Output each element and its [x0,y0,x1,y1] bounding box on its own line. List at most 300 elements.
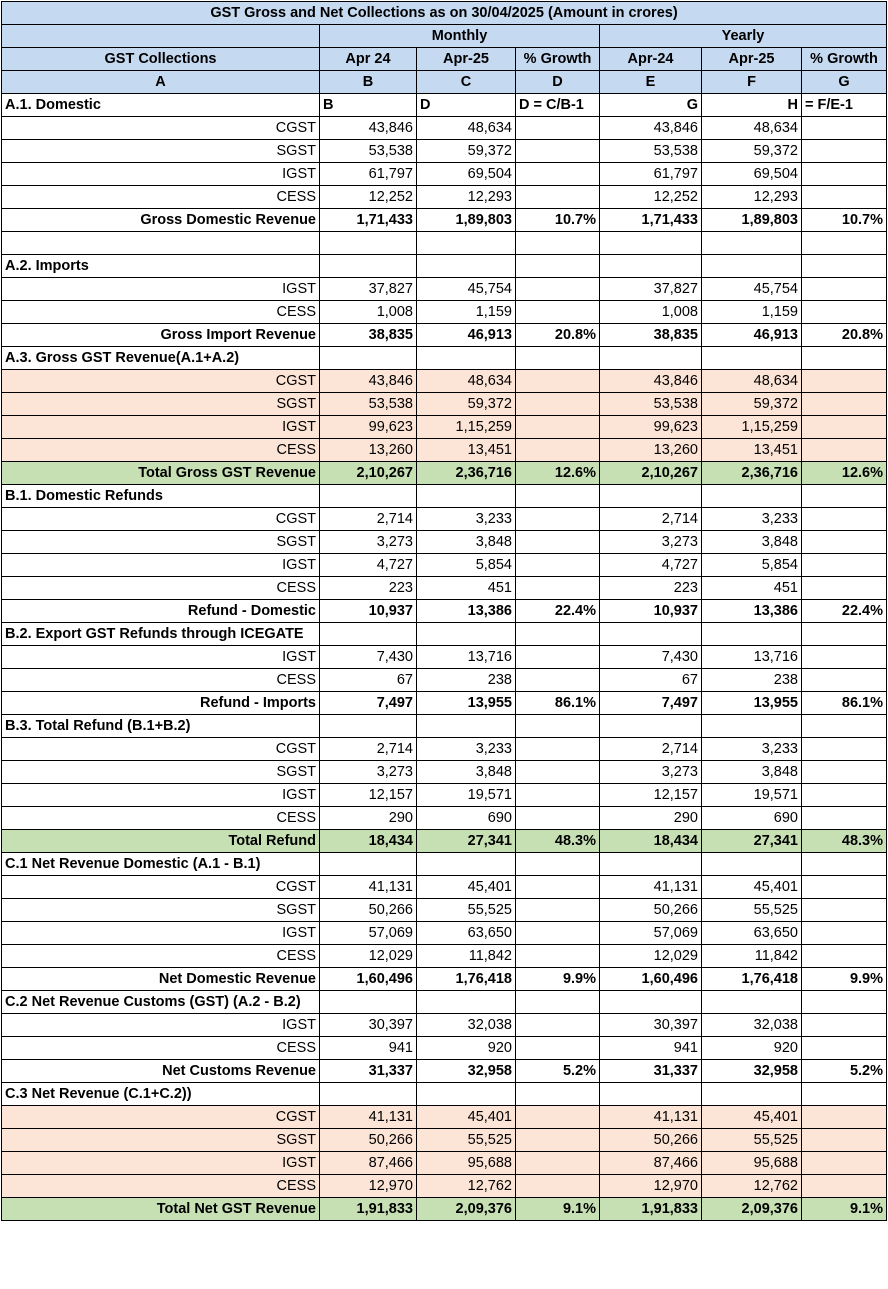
section-row [2,1082,887,1105]
amount-cell: 11,842 [702,944,802,967]
amount-cell: 30,397 [320,1013,417,1036]
total-row [2,461,887,484]
table-row [2,140,887,163]
amount-cell: 55,525 [417,1128,516,1151]
amount-cell: 27,341 [702,829,802,852]
growth-cell [802,1013,887,1036]
blank-cell [702,232,802,255]
tax-head-label: CGST [2,737,320,760]
blank-cell [516,714,600,737]
amount-cell: 3,233 [702,507,802,530]
table-row [2,898,887,921]
growth-cell [802,369,887,392]
blank-cell [516,346,600,369]
amount-cell: 43,846 [320,369,417,392]
blank-cell [516,990,600,1013]
gst-collections-sheet [1,1,887,1221]
group-header-row [2,25,887,48]
tax-head-label: IGST [2,645,320,668]
section-label: B.2. Export GST Refunds through ICEGATE [2,622,320,645]
blank-cell [702,852,802,875]
amount-cell: 1,60,496 [600,967,702,990]
blank-cell [417,254,516,277]
blank-cell [600,232,702,255]
total-row [2,1197,887,1220]
amount-cell: 7,430 [600,645,702,668]
amount-cell: 13,386 [417,599,516,622]
amount-cell: 941 [600,1036,702,1059]
amount-cell: 1,008 [320,300,417,323]
table-row [2,507,887,530]
amount-cell: 13,451 [702,438,802,461]
blank-cell [802,622,887,645]
blank-cell [320,852,417,875]
tax-head-label: IGST [2,163,320,186]
amount-cell: 3,848 [417,760,516,783]
growth-cell [516,392,600,415]
blank-cell [802,254,887,277]
table-title: GST Gross and Net Collections as on 30/04/2025 (Amount in crores) [2,2,887,25]
growth-cell [802,277,887,300]
growth-cell [516,1174,600,1197]
growth-cell [516,668,600,691]
blank-cell [320,714,417,737]
tax-head-label: CGST [2,875,320,898]
section-row-a1 [2,94,887,117]
amount-cell: 46,913 [702,323,802,346]
total-row [2,829,887,852]
amount-cell: 3,273 [600,530,702,553]
growth-cell: 5.2% [802,1059,887,1082]
tax-head-label: CESS [2,944,320,967]
blank-cell [600,484,702,507]
growth-cell [516,760,600,783]
growth-cell [516,1036,600,1059]
growth-cell [516,438,600,461]
growth-cell [802,507,887,530]
blank-cell [802,346,887,369]
amount-cell: 69,504 [702,163,802,186]
amount-cell: 55,525 [702,1128,802,1151]
amount-cell: 223 [600,576,702,599]
column-header: % Growth [516,48,600,71]
growth-cell: 9.1% [516,1197,600,1220]
total-row [2,1059,887,1082]
amount-cell: 941 [320,1036,417,1059]
amount-cell: 87,466 [320,1151,417,1174]
tax-head-label: IGST [2,921,320,944]
column-header: GST Collections [2,48,320,71]
amount-cell: 55,525 [702,898,802,921]
amount-cell: 27,341 [417,829,516,852]
amount-cell: 48,634 [417,117,516,140]
growth-cell [516,369,600,392]
growth-cell: 12.6% [802,461,887,484]
amount-cell: 32,958 [417,1059,516,1082]
total-label: Gross Domestic Revenue [2,209,320,232]
tax-head-label: SGST [2,140,320,163]
tax-head-label: SGST [2,1128,320,1151]
column-letter: E [600,71,702,94]
amount-cell: 451 [417,576,516,599]
table-row [2,1151,887,1174]
amount-cell: 38,835 [600,323,702,346]
amount-cell: 13,451 [417,438,516,461]
table-row [2,300,887,323]
growth-cell: 12.6% [516,461,600,484]
blank-cell [802,1082,887,1105]
growth-cell [516,530,600,553]
amount-cell: 53,538 [600,140,702,163]
amount-cell: 2,714 [320,737,417,760]
table-row [2,415,887,438]
blank-cell [516,1082,600,1105]
amount-cell: 55,525 [417,898,516,921]
amount-cell: 3,848 [702,760,802,783]
total-label: Gross Import Revenue [2,323,320,346]
tax-head-label: CESS [2,300,320,323]
table-row [2,369,887,392]
blank-cell [600,254,702,277]
amount-cell: 18,434 [600,829,702,852]
amount-cell: 2,10,267 [320,461,417,484]
amount-cell: 2,36,716 [417,461,516,484]
total-label: Total Refund [2,829,320,852]
growth-cell [802,438,887,461]
growth-cell [516,737,600,760]
amount-cell: 3,848 [702,530,802,553]
table-row [2,1013,887,1036]
total-label: Refund - Imports [2,691,320,714]
blank-cell [417,852,516,875]
table-row [2,576,887,599]
amount-cell: 45,401 [702,1105,802,1128]
growth-cell: 10.7% [802,209,887,232]
amount-cell: 50,266 [600,898,702,921]
section-label: A.2. Imports [2,254,320,277]
formula-cell: H [702,94,802,117]
amount-cell: 12,157 [320,783,417,806]
growth-cell [802,300,887,323]
formula-cell: = F/E-1 [802,94,887,117]
growth-cell: 22.4% [516,599,600,622]
amount-cell: 12,762 [702,1174,802,1197]
table-row [2,1105,887,1128]
tax-head-label: IGST [2,783,320,806]
growth-cell: 10.7% [516,209,600,232]
growth-cell [802,415,887,438]
tax-head-label: CESS [2,186,320,209]
growth-cell [802,163,887,186]
amount-cell: 45,754 [417,277,516,300]
amount-cell: 12,157 [600,783,702,806]
blank-cell [702,714,802,737]
blank-cell [802,714,887,737]
amount-cell: 4,727 [320,553,417,576]
amount-cell: 45,401 [417,1105,516,1128]
amount-cell: 50,266 [320,898,417,921]
growth-cell [516,277,600,300]
amount-cell: 45,754 [702,277,802,300]
amount-cell: 223 [320,576,417,599]
blank-cell [702,254,802,277]
amount-cell: 53,538 [600,392,702,415]
tax-head-label: IGST [2,277,320,300]
blank-cell [600,990,702,1013]
blank-cell [320,990,417,1013]
blank-cell [516,232,600,255]
amount-cell: 19,571 [702,783,802,806]
tax-head-label: CGST [2,117,320,140]
column-header: Apr-25 [702,48,802,71]
growth-cell [516,507,600,530]
title-row [2,2,887,25]
section-row [2,852,887,875]
amount-cell: 57,069 [600,921,702,944]
growth-cell: 9.1% [802,1197,887,1220]
tax-head-label: CESS [2,438,320,461]
growth-cell [802,1105,887,1128]
amount-cell: 238 [417,668,516,691]
monthly-header: Monthly [320,25,600,48]
table-row [2,875,887,898]
amount-cell: 2,714 [600,507,702,530]
amount-cell: 30,397 [600,1013,702,1036]
growth-cell [802,806,887,829]
blank-cell [600,852,702,875]
amount-cell: 59,372 [702,140,802,163]
section-row [2,714,887,737]
amount-cell: 5,854 [702,553,802,576]
growth-cell [516,415,600,438]
amount-cell: 2,714 [320,507,417,530]
growth-cell [516,875,600,898]
amount-cell: 45,401 [417,875,516,898]
column-letter: F [702,71,802,94]
table-row [2,277,887,300]
amount-cell: 920 [417,1036,516,1059]
tax-head-label: CESS [2,668,320,691]
growth-cell [802,140,887,163]
growth-cell: 48.3% [516,829,600,852]
amount-cell: 12,970 [320,1174,417,1197]
growth-cell [516,1105,600,1128]
amount-cell: 41,131 [600,875,702,898]
amount-cell: 53,538 [320,392,417,415]
amount-cell: 1,89,803 [702,209,802,232]
amount-cell: 13,716 [417,645,516,668]
tax-head-label: CESS [2,1036,320,1059]
amount-cell: 61,797 [600,163,702,186]
table-row [2,186,887,209]
amount-cell: 1,91,833 [600,1197,702,1220]
amount-cell: 99,623 [320,415,417,438]
amount-cell: 50,266 [600,1128,702,1151]
growth-cell: 48.3% [802,829,887,852]
growth-cell: 5.2% [516,1059,600,1082]
growth-cell [802,530,887,553]
amount-cell: 13,955 [702,691,802,714]
amount-cell: 48,634 [417,369,516,392]
amount-cell: 13,955 [417,691,516,714]
growth-cell [802,921,887,944]
formula-cell: G [600,94,702,117]
amount-cell: 32,958 [702,1059,802,1082]
column-header: Apr 24 [320,48,417,71]
blank-cell [702,1082,802,1105]
growth-cell: 22.4% [802,599,887,622]
growth-cell [802,1174,887,1197]
amount-cell: 10,937 [320,599,417,622]
amount-cell: 12,293 [702,186,802,209]
column-letter: G [802,71,887,94]
growth-cell: 20.8% [802,323,887,346]
growth-cell [516,576,600,599]
amount-cell: 37,827 [600,277,702,300]
column-letter: C [417,71,516,94]
amount-cell: 11,842 [417,944,516,967]
column-letter: B [320,71,417,94]
section-label: A.1. Domestic [2,94,320,117]
column-letter: D [516,71,600,94]
amount-cell: 46,913 [417,323,516,346]
section-row [2,254,887,277]
blank-cell [600,346,702,369]
growth-cell [516,944,600,967]
amount-cell: 12,293 [417,186,516,209]
growth-cell [802,898,887,921]
growth-cell [516,645,600,668]
amount-cell: 63,650 [417,921,516,944]
growth-cell [802,737,887,760]
amount-cell: 3,273 [320,760,417,783]
amount-cell: 87,466 [600,1151,702,1174]
table-row [2,530,887,553]
amount-cell: 48,634 [702,369,802,392]
growth-cell [802,553,887,576]
section-label: C.1 Net Revenue Domestic (A.1 - B.1) [2,852,320,875]
amount-cell: 19,571 [417,783,516,806]
amount-cell: 53,538 [320,140,417,163]
blank-cell [417,622,516,645]
blank-cell [600,622,702,645]
amount-cell: 61,797 [320,163,417,186]
amount-cell: 12,252 [600,186,702,209]
amount-cell: 59,372 [417,392,516,415]
section-row [2,346,887,369]
tax-head-label: CGST [2,1105,320,1128]
column-letter: A [2,71,320,94]
growth-cell [802,392,887,415]
column-header-row [2,48,887,71]
tax-head-label: IGST [2,1013,320,1036]
column-header: Apr-25 [417,48,516,71]
amount-cell: 43,846 [600,369,702,392]
tax-head-label: CESS [2,1174,320,1197]
table-row [2,806,887,829]
amount-cell: 4,727 [600,553,702,576]
tax-head-label: CGST [2,369,320,392]
amount-cell: 290 [320,806,417,829]
growth-cell [802,645,887,668]
table-row [2,921,887,944]
blank-cell [417,714,516,737]
amount-cell: 63,650 [702,921,802,944]
blank-cell [802,232,887,255]
amount-cell: 7,430 [320,645,417,668]
amount-cell: 37,827 [320,277,417,300]
total-row [2,599,887,622]
amount-cell: 3,848 [417,530,516,553]
amount-cell: 13,386 [702,599,802,622]
tax-head-label: CGST [2,507,320,530]
amount-cell: 5,854 [417,553,516,576]
amount-cell: 13,716 [702,645,802,668]
amount-cell: 1,76,418 [417,967,516,990]
blank-cell [802,990,887,1013]
section-label: C.2 Net Revenue Customs (GST) (A.2 - B.2) [2,990,320,1013]
amount-cell: 31,337 [600,1059,702,1082]
amount-cell: 43,846 [600,117,702,140]
amount-cell: 32,038 [417,1013,516,1036]
column-header: % Growth [802,48,887,71]
amount-cell: 13,260 [320,438,417,461]
amount-cell: 59,372 [417,140,516,163]
amount-cell: 3,233 [702,737,802,760]
amount-cell: 2,36,716 [702,461,802,484]
blank-cell [320,346,417,369]
growth-cell: 20.8% [516,323,600,346]
amount-cell: 12,970 [600,1174,702,1197]
table-row [2,392,887,415]
growth-cell [802,1036,887,1059]
tax-head-label: IGST [2,1151,320,1174]
blank-cell [516,852,600,875]
amount-cell: 690 [417,806,516,829]
blank-cell [417,484,516,507]
growth-cell [516,1128,600,1151]
growth-cell [516,186,600,209]
amount-cell: 13,260 [600,438,702,461]
blank-cell [320,1082,417,1105]
section-label: A.3. Gross GST Revenue(A.1+A.2) [2,346,320,369]
amount-cell: 1,15,259 [702,415,802,438]
amount-cell: 2,09,376 [417,1197,516,1220]
amount-cell: 69,504 [417,163,516,186]
amount-cell: 1,89,803 [417,209,516,232]
amount-cell: 1,76,418 [702,967,802,990]
amount-cell: 290 [600,806,702,829]
blank-cell [320,484,417,507]
blank-cell [320,622,417,645]
growth-cell [516,163,600,186]
growth-cell [802,1151,887,1174]
blank-cell [702,990,802,1013]
amount-cell: 10,937 [600,599,702,622]
table-row [2,760,887,783]
growth-cell [802,117,887,140]
growth-cell [802,186,887,209]
blank-cell [2,232,320,255]
total-label: Refund - Domestic [2,599,320,622]
amount-cell: 3,273 [320,530,417,553]
amount-cell: 1,71,433 [320,209,417,232]
growth-cell [516,1151,600,1174]
amount-cell: 1,71,433 [600,209,702,232]
growth-cell [802,875,887,898]
growth-cell [516,140,600,163]
growth-cell [516,117,600,140]
